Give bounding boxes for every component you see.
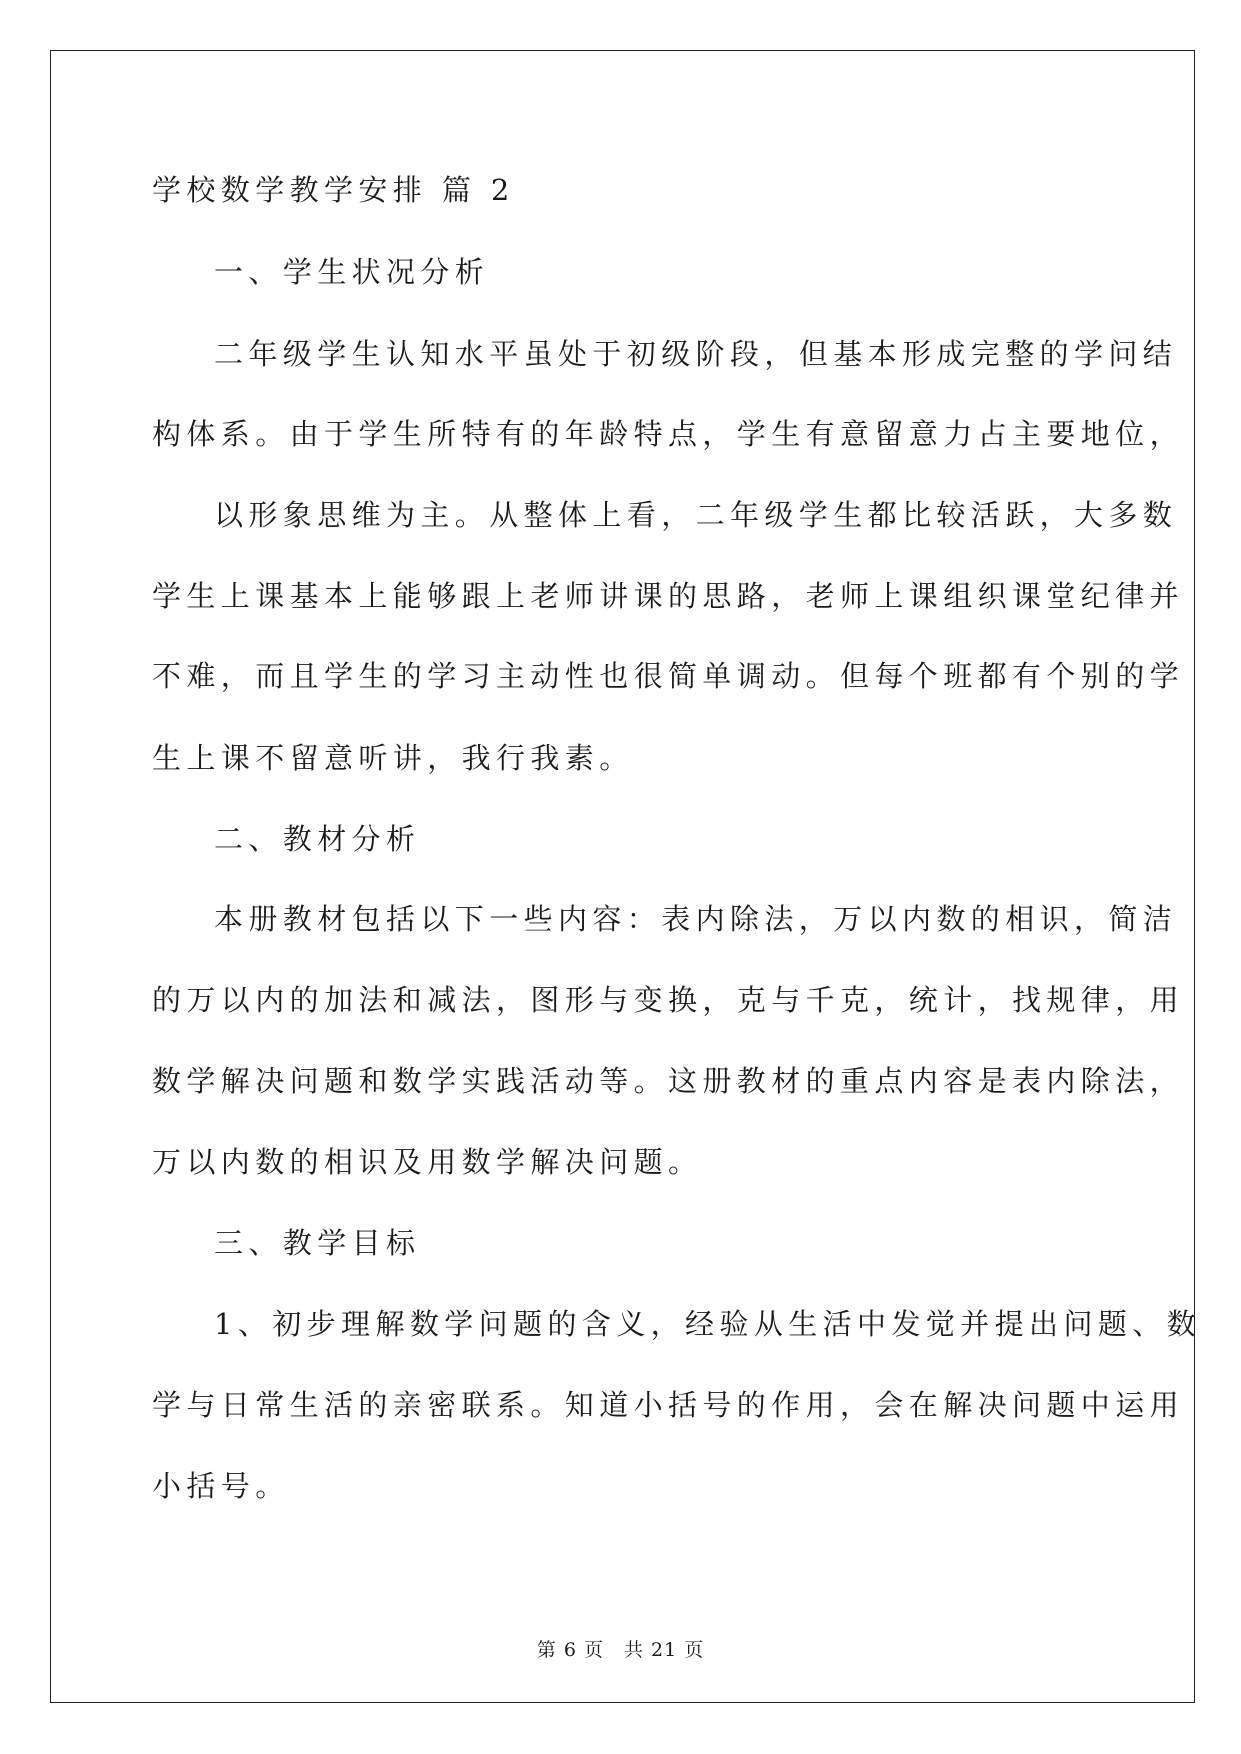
- paragraph-line: 二年级学生认知水平虽处于初级阶段，但基本形成完整的学问结: [214, 337, 1178, 371]
- paragraph-line: 数学解决问题和数学实践活动等。这册教材的重点内容是表内除法，: [152, 1064, 1185, 1098]
- paragraph-line: 以形象思维为主。从整体上看，二年级学生都比较活跃，大多数: [214, 498, 1178, 532]
- page-number: 第 6 页: [536, 1639, 604, 1661]
- paragraph-line: 构体系。由于学生所特有的年龄特点，学生有意留意力占主要地位，: [152, 417, 1185, 451]
- paragraph-line: 1、初步理解数学问题的含义，经验从生活中发觉并提出问题、数: [214, 1307, 1202, 1341]
- heading-textbook-analysis: 二、教材分析: [214, 822, 421, 856]
- paragraph-line: 小括号。: [152, 1469, 290, 1503]
- document-title: 学校数学教学安排 篇 2: [152, 173, 515, 207]
- page-footer: [0, 1635, 1241, 1662]
- paragraph-line: 学与日常生活的亲密联系。知道小括号的作用，会在解决问题中运用: [152, 1388, 1185, 1422]
- paragraph-line: 不难，而且学生的学习主动性也很简单调动。但每个班都有个别的学: [152, 659, 1185, 693]
- heading-teaching-goals: 三、教学目标: [214, 1226, 421, 1260]
- page-total: 共 21 页: [623, 1639, 705, 1661]
- paragraph-line: 的万以内的加法和减法，图形与变换，克与千克，统计，找规律，用: [152, 983, 1185, 1017]
- paragraph-line: 学生上课基本上能够跟上老师讲课的思路，老师上课组织课堂纪律并: [152, 579, 1185, 613]
- paragraph-line: 万以内数的相识及用数学解决问题。: [152, 1145, 703, 1179]
- heading-student-analysis: 一、学生状况分析: [214, 255, 490, 289]
- paragraph-line: 生上课不留意听讲，我行我素。: [152, 741, 634, 775]
- page-border: [50, 50, 1195, 1703]
- paragraph-line: 本册教材包括以下一些内容：表内除法，万以内数的相识，简洁: [214, 902, 1178, 936]
